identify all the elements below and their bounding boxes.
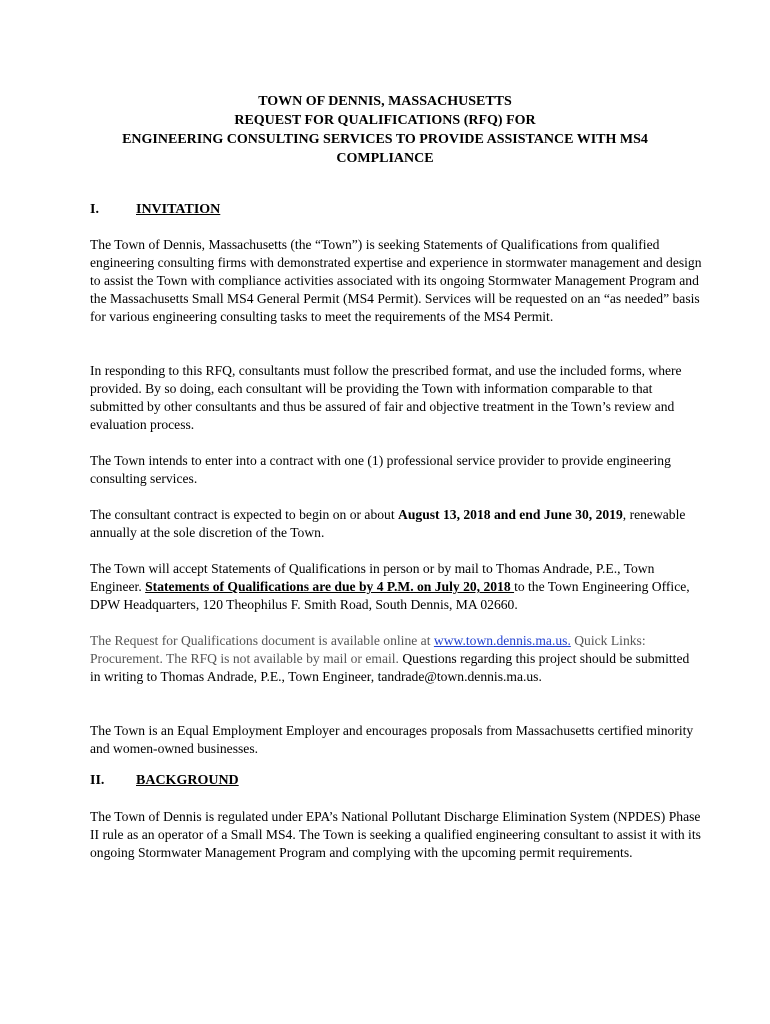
document-title bbox=[90, 92, 680, 168]
invitation-paragraph-contract-dates bbox=[90, 506, 702, 542]
section-number: II. bbox=[90, 773, 105, 788]
contract-dates: August 13, 2018 and end June 30, 2019 bbox=[398, 507, 623, 522]
text-run: to the Town Engineering Office, DPW Headquarters, 120 Theophilus F. Smith Road, South Dennis, MA 02660. bbox=[90, 579, 690, 612]
due-date-notice: Statements of Qualifications are due by 4 P.M. on July 20, 2018 bbox=[145, 579, 515, 594]
invitation-paragraph-equal-employment: The Town is an Equal Employment Employer and encourages proposals from Massachusetts certified minority and women-owned businesses. bbox=[90, 723, 694, 756]
invitation-paragraph-availability bbox=[90, 632, 702, 686]
text-run: , renewable annually at the sole discretion of the Town. bbox=[90, 507, 686, 540]
section-title: BACKGROUND bbox=[136, 773, 239, 788]
section-heading-background bbox=[90, 771, 239, 790]
background-paragraph-1: The Town of Dennis is regulated under EPA’s National Pollutant Discharge Elimination System (NPDES) Phase II rule as an operator of a Small MS4. The Town is seeking a qualified engineering consultant to assist it with its ongoing Stormwater Management Program and complying with the upcoming permit requirements. bbox=[90, 809, 701, 860]
text-run: The Request for Qualifications document is available online at bbox=[90, 633, 434, 648]
title-line-3: ENGINEERING CONSULTING SERVICES TO PROVIDE ASSISTANCE WITH MS4 bbox=[122, 132, 648, 147]
invitation-paragraph-1: The Town of Dennis, Massachusetts (the “Town”) is seeking Statements of Qualifications from qualified engineering consulting firms with demonstrated expertise and experience in stormwater management and design to assist the Town with compliance activities associated with its ongoing Stormwater Management Program and the Massachusetts Small MS4 General Permit (MS4 Permit). Services will be requested on an “as needed” basis for various engineering consulting tasks to meet the requirements of the MS4 Permit. bbox=[90, 237, 702, 324]
town-website-link[interactable]: www.town.dennis.ma.us. bbox=[433, 633, 571, 648]
title-line-2: REQUEST FOR QUALIFICATIONS (RFQ) FOR bbox=[234, 113, 536, 128]
invitation-paragraph-submission bbox=[90, 560, 702, 614]
invitation-paragraph-2: In responding to this RFQ, consultants must follow the prescribed format, and use the included forms, where provided. By so doing, each consultant will be providing the Town with information comparable to that submitted by other consultants and thus be assured of fair and objective treatment in the Town’s review and evaluation process. bbox=[90, 363, 682, 432]
title-line-1: TOWN OF DENNIS, MASSACHUSETTS bbox=[258, 94, 512, 109]
section-heading-invitation bbox=[90, 200, 220, 219]
section-number: I. bbox=[90, 202, 99, 217]
title-line-4: COMPLIANCE bbox=[336, 151, 434, 166]
invitation-paragraph-3: The Town intends to enter into a contract with one (1) professional service provider to provide engineering consulting services. bbox=[90, 453, 671, 486]
text-run: Quick Links: Procurement. The RFQ is not available by mail or email. bbox=[90, 633, 646, 666]
text-run: The Town will accept Statements of Qualifications in person or by mail to Thomas Andrade, P.E., Town Engineer. bbox=[90, 561, 655, 594]
section-title: INVITATION bbox=[136, 202, 221, 217]
text-run: Questions regarding this project should be submitted in writing to Thomas Andrade, P.E., Town Engineer, tandrade@town.dennis.ma.us. bbox=[90, 651, 690, 684]
text-run: The consultant contract is expected to begin on or about bbox=[90, 507, 399, 522]
